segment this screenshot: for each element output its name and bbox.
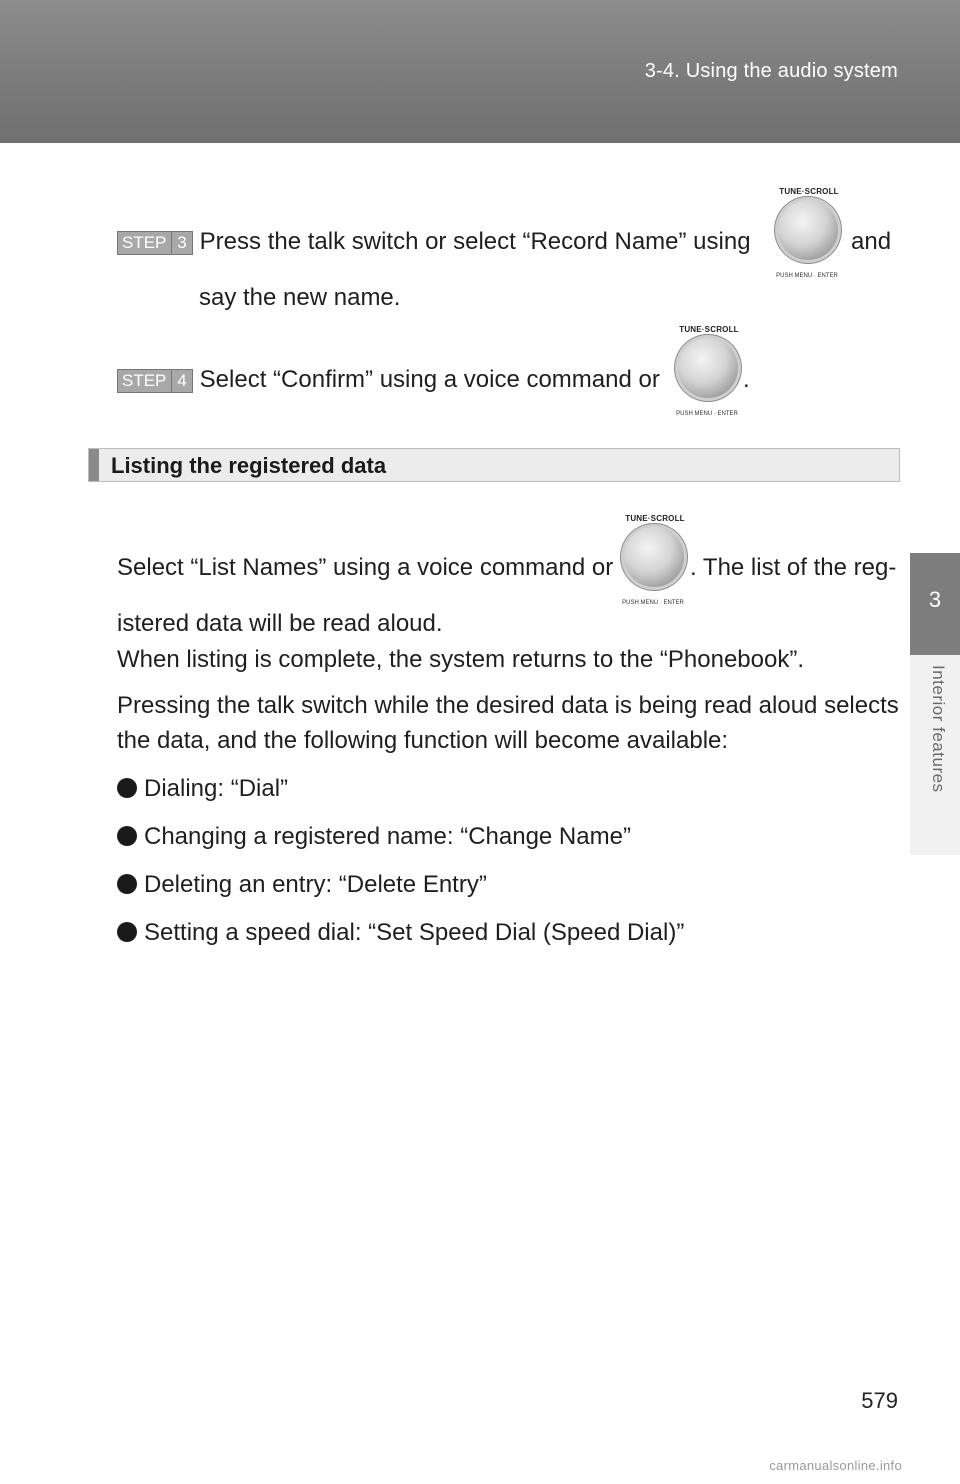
step-4-text-after: . (743, 366, 750, 393)
para3-line1: Pressing the talk switch while the desired data is being read aloud selects (117, 692, 899, 719)
list-item: Changing a registered name: “Change Name” (117, 823, 631, 851)
bullet-icon (117, 922, 137, 942)
step-4-badge: STEP 4 (117, 369, 193, 393)
step-3-line1 (117, 228, 751, 256)
para1-line1-after: . The list of the reg- (690, 554, 897, 581)
watermark: carmanualsonline.info (769, 1458, 902, 1473)
section-title: Listing the registered data (111, 453, 387, 478)
header-title: 3-4. Using the audio system (644, 60, 898, 82)
section-heading-bar (88, 448, 900, 482)
bullet-icon (117, 874, 137, 894)
step-4-line1 (117, 366, 660, 394)
para2: When listing is complete, the system returns to the “Phonebook”. (117, 646, 804, 673)
list-item: Setting a speed dial: “Set Speed Dial (Speed Dial)” (117, 919, 684, 947)
chapter-tab (910, 553, 960, 655)
step-3-badge: STEP 3 (117, 231, 193, 255)
chapter-label-panel (910, 655, 960, 855)
step-3-text-after: and (851, 228, 892, 255)
tune-scroll-knob-icon: TUNE·SCROLL PUSH MENU · ENTER (776, 187, 839, 279)
page-number: 579 (861, 1388, 898, 1413)
list-item: Dialing: “Dial” (117, 775, 288, 803)
tune-scroll-knob-icon: TUNE·SCROLL PUSH MENU · ENTER (622, 514, 685, 606)
page-header (0, 0, 960, 143)
chapter-label: Interior features (929, 665, 948, 793)
step-3-text: Press the talk switch or select “Record Name” using (199, 228, 751, 255)
para3-line2: the data, and the following function will become available: (117, 727, 729, 754)
tune-scroll-knob-icon: TUNE·SCROLL PUSH MENU · ENTER (676, 325, 739, 417)
chapter-number: 3 (928, 587, 942, 612)
step-4-text: Select “Confirm” using a voice command or (199, 366, 660, 393)
bullet-icon (117, 778, 137, 798)
para1-line2: istered data will be read aloud. (117, 610, 443, 637)
para1-line1: Select “List Names” using a voice command or (117, 554, 614, 581)
bullet-icon (117, 826, 137, 846)
step-3-text-line2: say the new name. (199, 284, 401, 311)
list-item: Deleting an entry: “Delete Entry” (117, 871, 487, 899)
